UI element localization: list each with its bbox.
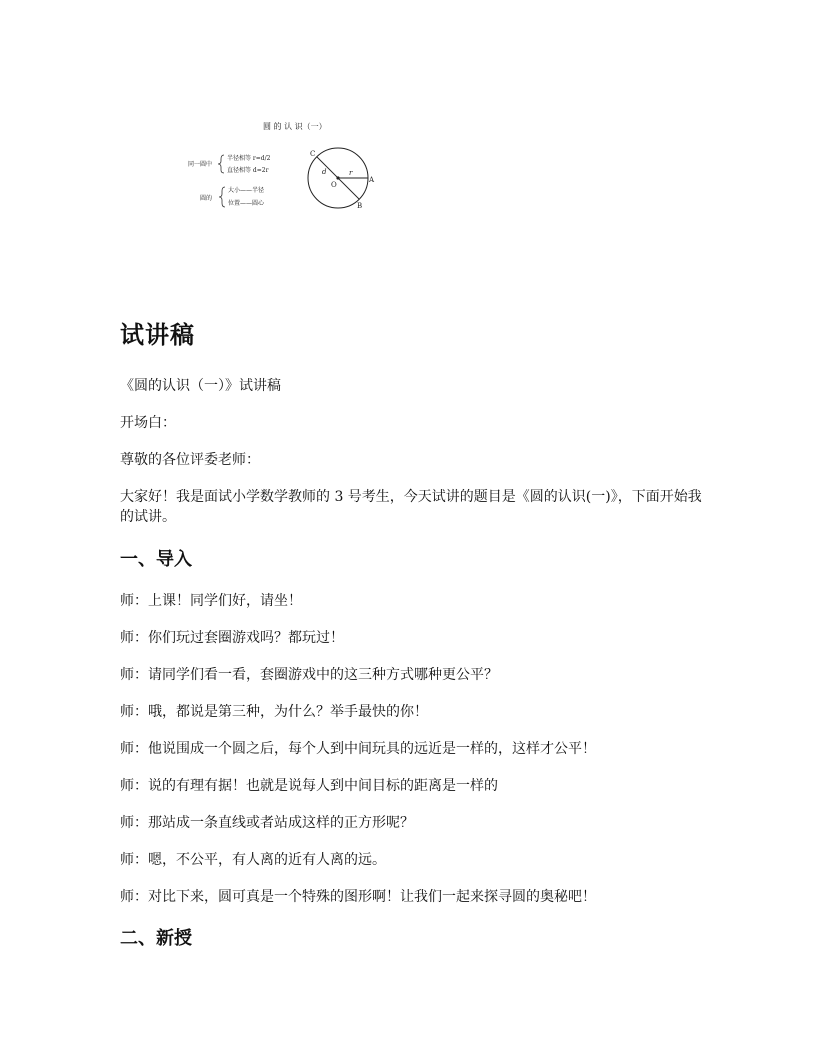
dialogue-line: 师：你们玩过套圈游戏吗？都玩过！ — [120, 630, 344, 646]
section-heading-intro: 一、导入 — [120, 549, 192, 570]
brace-icon — [218, 155, 224, 173]
dialogue-line: 师：那站成一条直线或者站成这样的正方形呢？ — [120, 815, 414, 831]
dialogue-line: 师：哦，都说是第三种，为什么？举手最快的你！ — [120, 704, 428, 720]
label-a: A — [369, 176, 375, 184]
opening-label: 开场白： — [120, 415, 176, 431]
center-point — [336, 176, 339, 179]
circle-diagram — [186, 115, 386, 215]
board-radius-line: 半径相等 r=d/2 — [227, 155, 271, 162]
doc-subtitle: 《圆的认识（一）》试讲稿 — [120, 378, 281, 394]
dialogue-line: 师：对比下来，圆可真是一个特殊的图形啊！让我们一起来探寻圆的奥秘吧！ — [120, 889, 596, 905]
label-c: C — [310, 150, 316, 158]
brace-icon — [219, 187, 225, 207]
dialogue-line: 师：说的有理有据！也就是说每人到中间目标的距离是一样的 — [120, 778, 498, 794]
board-circle-prefix: 圆的 — [200, 195, 213, 202]
page-title: 试讲稿 — [120, 321, 195, 349]
board-same-circle-prefix: 同一圆中 — [188, 161, 213, 168]
dialogue-line: 师：嗯，不公平，有人离的近有人离的远。 — [120, 852, 386, 868]
dialogue-line: 师：上课！同学们好，请坐！ — [120, 593, 302, 609]
label-d: d — [322, 168, 327, 176]
blackboard-figure — [186, 115, 386, 215]
label-o: O — [331, 181, 337, 189]
document-body — [120, 315, 710, 970]
board-position-line: 位置——圆心 — [228, 200, 265, 207]
board-diameter-line: 直径相等 d=2r — [227, 167, 269, 174]
dialogue-line: 师：他说围成一个圆之后，每个人到中间玩具的远近是一样的，这样才公平！ — [120, 741, 596, 757]
intro-paragraph: 大家好！我是面试小学数学教师的 3 号考生，今天试讲的题目是《圆的认识(一)》，下面开始我的试讲。 — [120, 489, 702, 525]
label-b: B — [357, 202, 363, 210]
dialogue-line: 师：请同学们看一看，套圈游戏中的这三种方式哪种更公平？ — [120, 667, 498, 683]
label-r: r — [349, 169, 353, 177]
board-title: 圆 的 认 识（一） — [263, 122, 327, 131]
section-heading-new-lesson: 二、新授 — [120, 928, 192, 949]
board-size-line: 大小——半径 — [228, 187, 265, 194]
salutation: 尊敬的各位评委老师： — [120, 452, 260, 468]
